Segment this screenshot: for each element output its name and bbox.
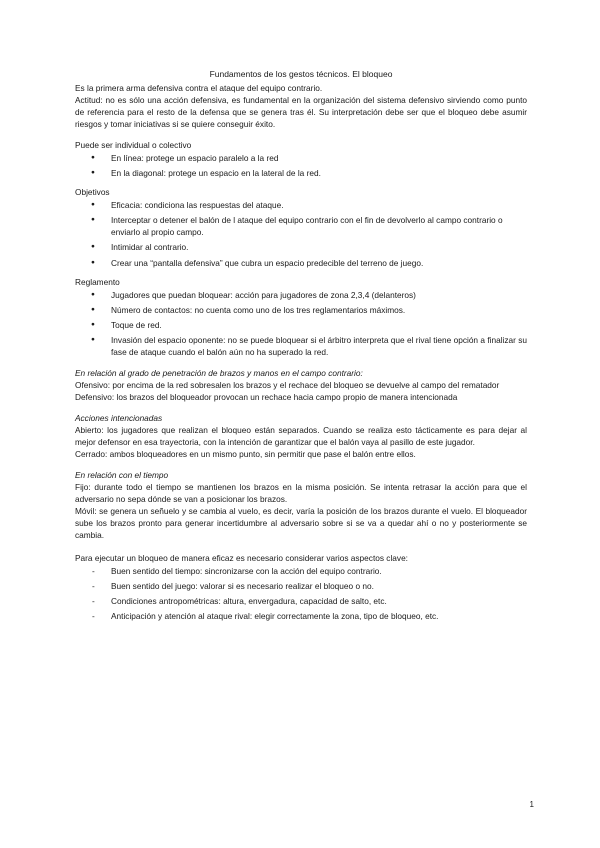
list-item: ● Toque de red. [75, 319, 527, 331]
list-item: ● Crear una “pantalla defensiva” que cubra un espacio predecible del terreno de juego. [75, 257, 527, 269]
list-item: ● Invasión del espacio oponente: no se puede bloquear si el árbitro interpreta que el rival tiene opción a finalizar su fase de ataque cuando el balón aún no ha superado la red. [75, 334, 527, 358]
list-item: ● En línea: protege un espacio paralelo a la red [75, 152, 527, 164]
list-item: ● Eficacia: condiciona las respuestas del ataque. [75, 199, 527, 211]
section-heading-aspectos: Para ejecutar un bloqueo de manera eficaz es necesario considerar varios aspectos clave: [75, 552, 408, 563]
objetivos-list [75, 199, 527, 268]
tiempo-movil: Móvil: se genera un señuelo y se cambia al vuelo, es decir, varía la posición de los brazos durante el vuelo. El bloqueador sube los brazos pronto para generar incertidumbre al adversario sobre si se va a quedar ahí o no y posteriormente se cambia. [75, 505, 527, 540]
list-item: - Anticipación y atención al ataque rival: elegir correctamente la zona, tipo de bloqueo, etc. [75, 610, 527, 622]
reglamento-list [75, 289, 527, 358]
penetracion-defensivo: Defensivo: los brazos del bloqueador provocan un rechace hacia campo propio de manera intencionada [75, 391, 458, 402]
section-heading-acciones: Acciones intencionadas [75, 412, 163, 423]
list-item: ● Intimidar al contrario. [75, 241, 527, 253]
page-number: 1 [529, 800, 534, 809]
aspectos-list [75, 565, 527, 622]
section-heading-objetivos: Objetivos [75, 187, 110, 198]
intro-line: Es la primera arma defensiva contra el ataque del equipo contrario. [75, 83, 323, 94]
list-item: ● Interceptar o detener el balón de l ataque del equipo contrario con el fin de devolverlo al campo contrario o enviarlo al propio campo. [75, 214, 527, 238]
list-item: - Buen sentido del juego: valorar si es necesario realizar el bloqueo o no. [75, 580, 527, 592]
acciones-cerrado: Cerrado: ambos bloqueadores en un mismo punto, sin permitir que pase el balón entre ellos. [75, 448, 416, 459]
list-item: ● Número de contactos: no cuenta como uno de los tres reglamentarios máximos. [75, 304, 527, 316]
document-title: Fundamentos de los gestos técnicos. El bloqueo [209, 69, 393, 79]
list-item: - Condiciones antropométricas: altura, envergadura, capacidad de salto, etc. [75, 595, 527, 607]
list-item: ● En la diagonal: protege un espacio en la lateral de la red. [75, 167, 527, 179]
section-heading-individual: Puede ser individual o colectivo [75, 140, 192, 151]
acciones-abierto: Abierto: los jugadores que realizan el bloqueo están separados. Cuando se realiza esto tácticamente es para dejar al mejor defensor en esa trayectoria, con la intención de garantizar que el balón vaya al pasillo de este jugador. [75, 424, 527, 447]
intro-paragraph: Actitud: no es sólo una acción defensiva, es fundamental en la organización del sistema defensivo sirviendo como punto de referencia para el resto de la defensa que se genera tras él. Su interpretación debe ser que el bloqueo debe asumir riesgos y tomar iniciativas si se quiere conseguir éxito. [75, 95, 527, 130]
section-heading-tiempo: En relación con el tiempo [75, 469, 169, 480]
section-heading-penetracion: En relación al grado de penetración de brazos y manos en el campo contrario: [75, 367, 363, 378]
section-heading-reglamento: Reglamento [75, 276, 120, 287]
penetracion-ofensivo: Ofensivo: por encima de la red sobresalen los brazos y el rechace del bloqueo se devuelve al campo del rematador [75, 379, 500, 390]
list-item: - Buen sentido del tiempo: sincronizarse con la acción del equipo contrario. [75, 565, 527, 577]
tiempo-fijo: Fijo: durante todo el tiempo se mantienen los brazos en la misma posición. Se intenta retrasar la acción para que el adversario no sepa dónde se van a posicionar los brazos. [75, 481, 527, 504]
individual-list [75, 152, 527, 179]
page-content [75, 68, 527, 625]
list-item: ● Jugadores que puedan bloquear: acción para jugadores de zona 2,3,4 (delanteros) [75, 289, 527, 301]
